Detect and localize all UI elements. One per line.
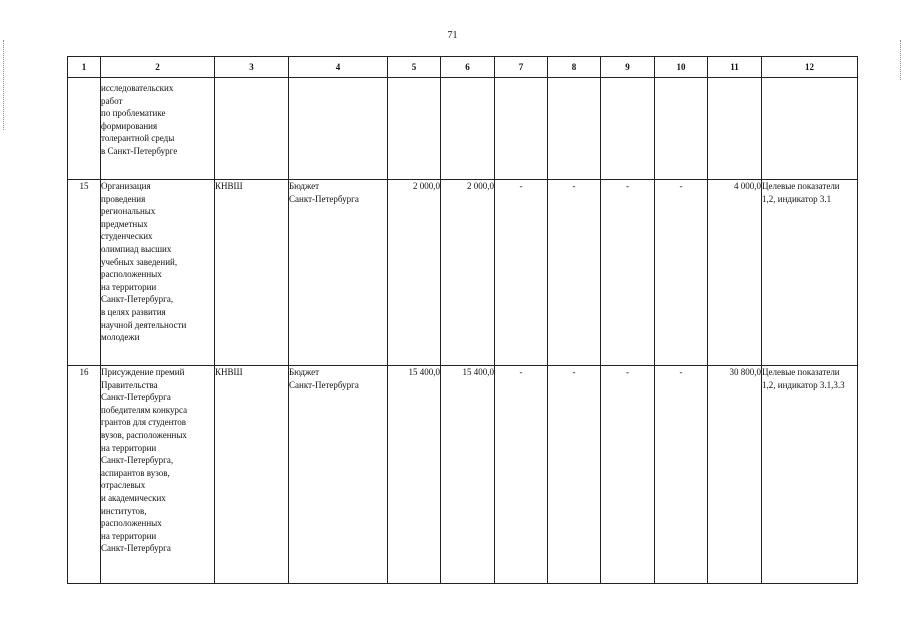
table-row-continuation <box>68 78 858 180</box>
activity-name-cell <box>101 180 215 366</box>
table-cell <box>441 78 495 180</box>
text-line: Санкт-Петербурга <box>289 193 359 204</box>
indicators-cell <box>762 180 858 366</box>
text-line: вузов, расположенных <box>101 429 187 440</box>
activity-name-text <box>101 366 214 555</box>
text-line: по проблематике <box>101 108 166 119</box>
table-cell <box>388 78 441 180</box>
funding-source-cell <box>289 366 388 584</box>
column-header: 12 <box>762 57 858 78</box>
amount-cell: - <box>548 180 601 366</box>
column-header: 8 <box>548 57 601 78</box>
scan-edge-mark <box>3 40 5 130</box>
table-cell <box>215 78 289 180</box>
text-line: исследовательских <box>101 83 174 93</box>
text-line: формирования <box>101 120 158 131</box>
text-line: аспирантов вузов, <box>101 467 170 478</box>
funding-source-cell <box>289 180 388 366</box>
text-line: работ <box>101 95 123 106</box>
table-cell <box>762 78 858 180</box>
text-line: и академических <box>101 492 166 503</box>
text-line: на территории <box>101 442 157 453</box>
activity-name-cell <box>101 366 215 584</box>
table-cell <box>68 78 101 180</box>
text-line: Санкт-Петербурга <box>101 392 171 403</box>
amount-cell: 2 000,0 <box>441 180 495 366</box>
text-line: Присуждение премий <box>101 367 185 377</box>
text-line: расположенных <box>101 518 162 529</box>
text-line: Санкт-Петербурга <box>289 379 359 390</box>
text-line: учебных заведений, <box>101 256 178 267</box>
text-line: олимпиад высших <box>101 243 172 254</box>
scan-edge-mark <box>900 40 902 80</box>
text-line: студенческих <box>101 231 153 242</box>
text-line: в Санкт-Петербурге <box>101 145 178 156</box>
column-header: 11 <box>708 57 762 78</box>
activity-name-text <box>101 180 214 344</box>
amount-cell: 15 400,0 <box>388 366 441 584</box>
amount-cell: - <box>655 366 708 584</box>
header-row <box>68 57 858 78</box>
table-cell <box>601 78 655 180</box>
column-header: 9 <box>601 57 655 78</box>
table-cell <box>655 78 708 180</box>
text-line: на территории <box>101 281 157 292</box>
table-row <box>68 180 858 366</box>
column-header: 4 <box>289 57 388 78</box>
amount-cell: - <box>548 366 601 584</box>
activity-name-cell <box>101 78 215 180</box>
table-cell <box>708 78 762 180</box>
column-header: 10 <box>655 57 708 78</box>
text-line: толерантной среды <box>101 133 175 144</box>
text-line: Организация <box>101 181 151 191</box>
text-line: на территории <box>101 530 157 541</box>
program-table <box>67 56 858 584</box>
text-line: 1,2, индикатор 3.1,3.3 <box>762 379 845 390</box>
activity-name-text <box>101 82 214 158</box>
funding-source-text <box>289 366 387 391</box>
column-header: 2 <box>101 57 215 78</box>
column-header: 6 <box>441 57 495 78</box>
table-row <box>68 366 858 584</box>
amount-cell: 2 000,0 <box>388 180 441 366</box>
text-line: Санкт-Петербурга <box>101 543 171 554</box>
indicators-cell <box>762 366 858 584</box>
executor-cell: КНВШ <box>215 180 289 366</box>
total-amount-cell: 30 800,0 <box>708 366 762 584</box>
text-line: Бюджет <box>289 181 320 191</box>
row-number: 16 <box>68 366 101 584</box>
text-line: проведения <box>101 193 146 204</box>
text-line: институтов, <box>101 505 147 516</box>
text-line: региональных <box>101 206 156 217</box>
column-header: 1 <box>68 57 101 78</box>
amount-cell: - <box>601 180 655 366</box>
funding-source-text <box>289 180 387 205</box>
text-line: предметных <box>101 218 148 229</box>
column-header: 3 <box>215 57 289 78</box>
page-number: 71 <box>447 30 458 41</box>
text-line: Правительства <box>101 379 158 390</box>
table-cell <box>495 78 548 180</box>
text-line: научной деятельности <box>101 319 187 330</box>
text-line: победителям конкурса <box>101 404 188 415</box>
text-line: Целевые показатели <box>762 181 840 191</box>
text-line: молодежи <box>101 332 140 343</box>
indicators-text <box>762 366 857 391</box>
table-cell <box>289 78 388 180</box>
column-header: 7 <box>495 57 548 78</box>
amount-cell: - <box>495 366 548 584</box>
indicators-text <box>762 180 857 205</box>
text-line: Санкт-Петербурга, <box>101 455 174 466</box>
text-line: Бюджет <box>289 367 320 377</box>
text-line: Целевые показатели <box>762 367 840 377</box>
text-line: грантов для студентов <box>101 417 186 428</box>
text-line: расположенных <box>101 269 162 280</box>
text-line: 1,2, индикатор 3.1 <box>762 193 832 204</box>
executor-cell: КНВШ <box>215 366 289 584</box>
table-cell <box>548 78 601 180</box>
amount-cell: - <box>655 180 708 366</box>
text-line: в целях развития <box>101 306 166 317</box>
amount-cell: - <box>601 366 655 584</box>
row-number: 15 <box>68 180 101 366</box>
text-line: отраслевых <box>101 480 146 491</box>
text-line: Санкт-Петербурга, <box>101 294 174 305</box>
amount-cell: - <box>495 180 548 366</box>
total-amount-cell: 4 000,0 <box>708 180 762 366</box>
amount-cell: 15 400,0 <box>441 366 495 584</box>
column-header: 5 <box>388 57 441 78</box>
